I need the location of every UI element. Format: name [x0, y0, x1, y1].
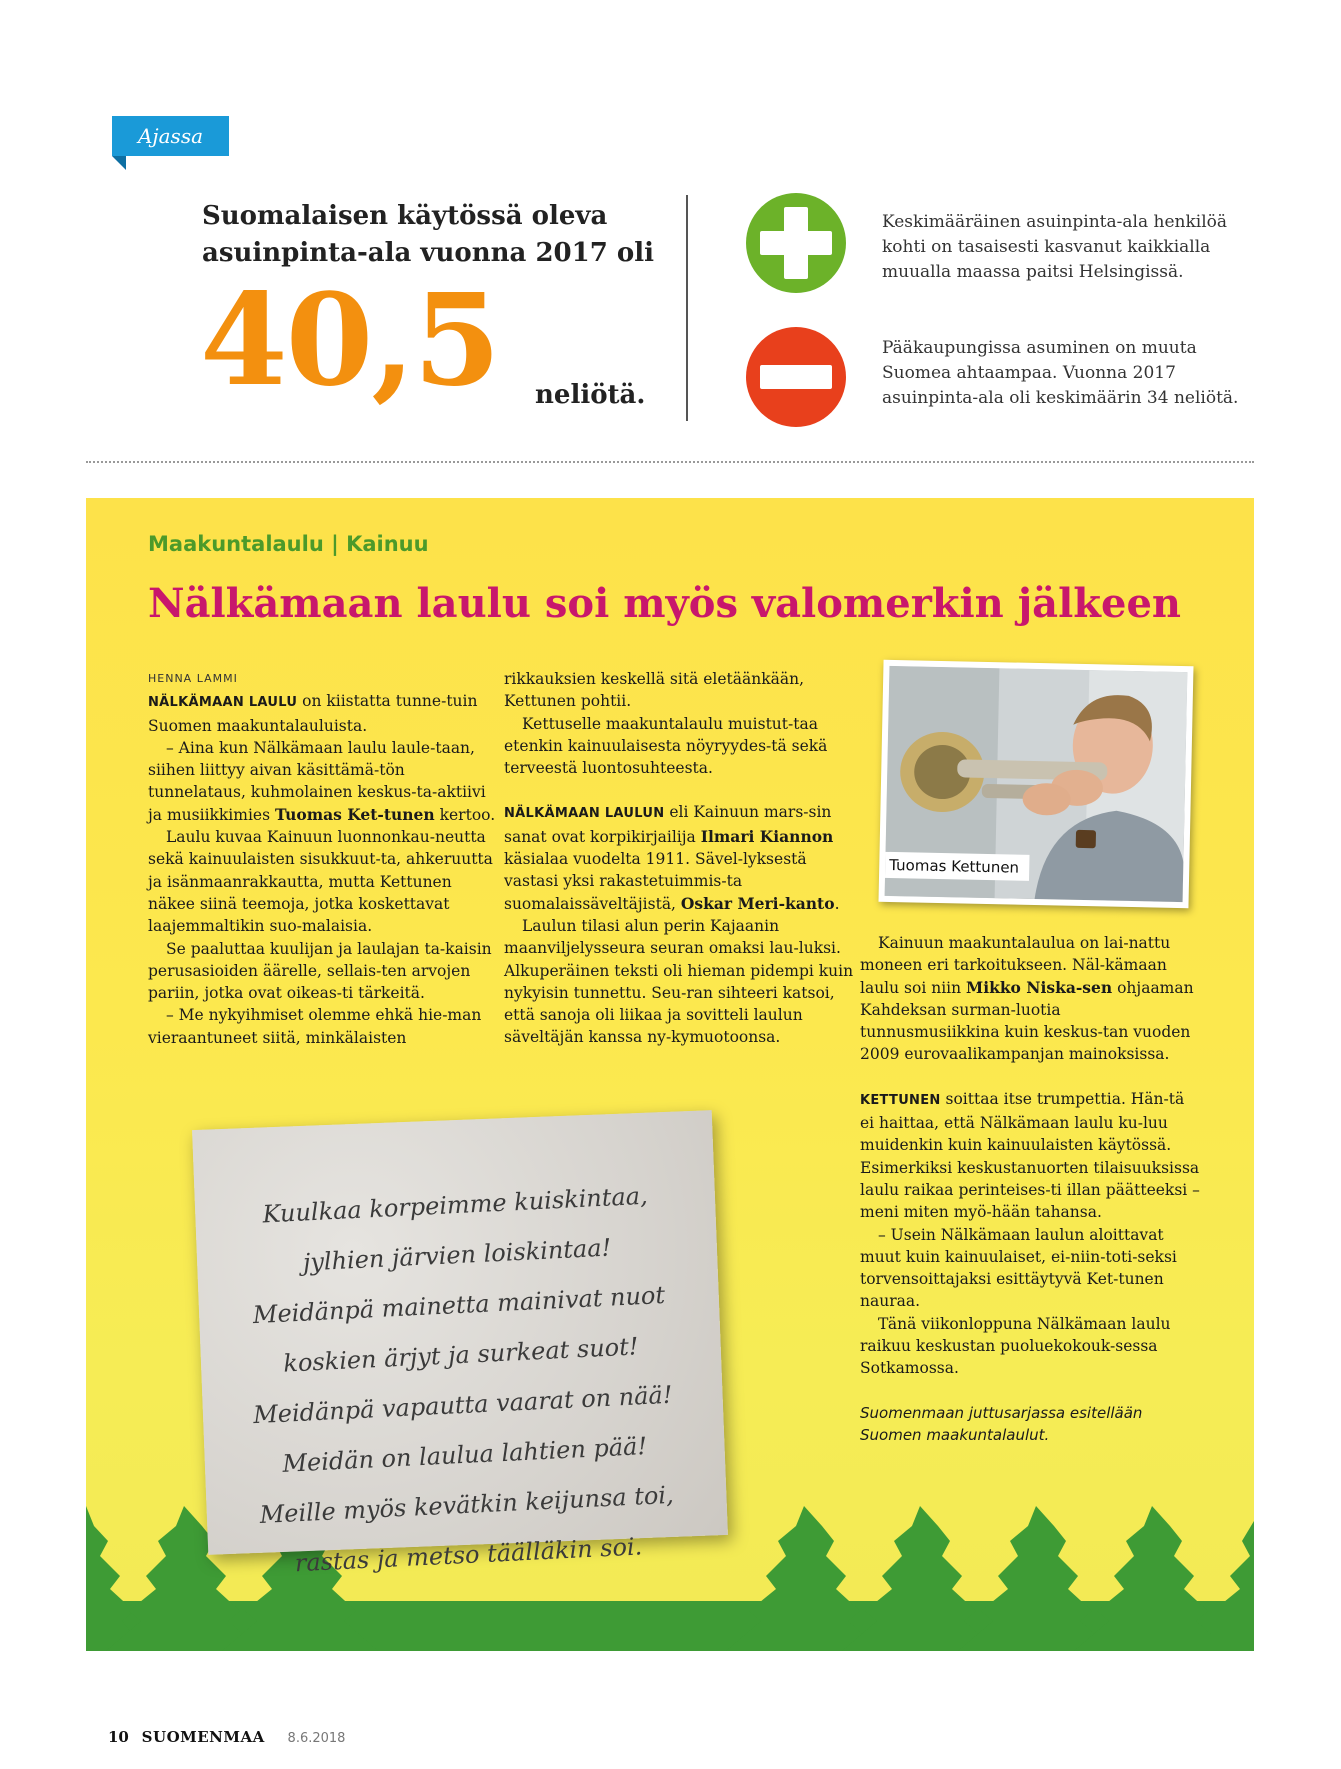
paragraph: Kettuselle maakuntalaulu muistut-taa etenkin kainuulaisesta nöyryydes-tä sekä terveestä luontosuhteesta.: [504, 714, 828, 778]
stat-unit: neliötä.: [535, 380, 646, 410]
photo-frame: [878, 660, 1193, 908]
stat-divider: [686, 195, 688, 421]
poem-line: Kuulkaa korpeimme kuiskintaa,: [261, 1181, 649, 1229]
lead-caps: NÄLKÄMAAN LAULUN: [504, 806, 665, 822]
poem-line: Meidän on laulua lahtien pää!: [281, 1432, 648, 1478]
poem-line: Meille myös kevätkin keijunsa toi,: [259, 1480, 675, 1529]
paragraph: [860, 1088, 1200, 1224]
photo-caption: Tuomas Kettunen: [885, 852, 1030, 881]
person-name: Tuomas Ket-tunen: [274, 804, 435, 824]
paragraph: rikkauksien keskellä sitä eletäänkään, Kettunen pohtii.: [504, 670, 805, 711]
page-number: 10: [108, 1728, 129, 1746]
paragraph: [148, 690, 498, 737]
poem-line: Meidänpä vapautta vaarat on nää!: [252, 1380, 674, 1430]
poem-line: Meidänpä mainetta mainivat nuot: [252, 1280, 666, 1330]
paragraph-text: ohjaaman Kahdeksan surman-luotia tunnusmusiikkina kuin keskus-tan vuoden 2009 eurovaalikampanjan mainoksissa.: [860, 978, 1194, 1064]
plus-fact-text: Keskimääräinen asuinpinta-ala henkilöä kohti on tasaisesti kasvanut kaikkialla muualla maassa paitsi Helsingissä.: [882, 212, 1228, 282]
paragraph-text: soittaa itse trumpettia. Hän-tä ei haittaa, että Nälkämaan laulu ku-luu muidenkin kuin kainuulaisten käytössä. Esimerkiksi keskustanuorten tilaisuuksissa laulu raikaa perinteises-ti illan päätteeksi – meni miten myö-hään tahansa.: [860, 1089, 1200, 1222]
person-name: Ilmari Kiannon: [700, 826, 834, 846]
plus-icon: [746, 193, 846, 293]
paragraph-text: – Aina kun Nälkämaan laulu laule-taan, siihen liittyy aivan käsittämä-tön tunnelataus, kuhmolainen keskus-ta-aktiivi ja musiikkimies: [148, 738, 486, 824]
article-column-3: [860, 932, 1200, 1446]
byline: HENNA LAMMI: [148, 672, 238, 685]
minus-icon: [746, 327, 846, 427]
paragraph-text: kertoo.: [434, 805, 496, 824]
paragraph: [148, 737, 498, 826]
minus-fact-text: Pääkaupungissa asuminen on muuta Suomea ahtaampaa. Vuonna 2017 asuinpinta-ala oli keskimäärin 34 neliötä.: [882, 338, 1239, 408]
paragraph: Laulu kuvaa Kainuun luonnonkau-neutta sekä kainuulaisten sisukkuut-ta, ahkeruutta ja isänmaanrakkautta, mutta Kettunen näkee siinä teemoja, jotka koskettavat laajemmaltikin suo-malaisia.: [148, 828, 493, 936]
poem-line: rastas ja metso täälläkin soi.: [294, 1532, 643, 1578]
publication-name: SUOMENMAA: [141, 1728, 265, 1746]
stat-number: 40,5: [200, 266, 499, 414]
paragraph: Se paaluttaa kuulijan ja laulajan ta-kaisin perusasioiden äärelle, sellais-ten arvojen pariin, jotka ovat oikeas-ti tärkeitä.: [148, 939, 492, 1003]
article-column-1: [148, 668, 498, 1049]
paragraph-text: eli Kainuun mars-sin sanat ovat korpikirjailija: [504, 803, 832, 846]
series-note: Suomenmaan juttusarjassa esitellään Suomen maakuntalaulut.: [860, 1403, 1143, 1444]
trumpeter-photo: [885, 666, 1188, 902]
poem-lyrics: [194, 1170, 729, 1590]
section-tag-label: Ajassa: [137, 124, 204, 148]
paragraph-text: .: [834, 894, 840, 913]
article-panel: [86, 498, 1254, 1651]
stat-heading: Suomalaisen käytössä oleva asuinpinta-ala vuonna 2017 oli: [202, 201, 654, 268]
paragraph: Laulun tilasi alun perin Kajaanin maanviljelysseura seuran omaksi lau-luksi. Alkuperäinen teksti oli hieman pidempi kuin nykyisin tunnettu. Seu-ran sihteeri katsoi, että sanoja oli liikaa ja sovitteli laulun säveltäjän kanssa ny-kymuotoonsa.: [504, 916, 854, 1047]
issue-date: 8.6.2018: [287, 1731, 346, 1746]
paragraph: Tänä viikonloppuna Nälkämaan laulu raikuu keskustan puoluekokouk-sessa Sotkamossa.: [860, 1314, 1171, 1378]
paragraph-text: käsialaa vuodelta 1911. Sävel-lyksestä vastasi yksi rakastetuimmis-ta suomalaissäveltäjistä,: [504, 850, 807, 913]
poem-line: koskien ärjyt ja surkeat suot!: [282, 1332, 640, 1378]
section-tag: [112, 116, 229, 156]
paragraph: [504, 801, 864, 914]
article-kicker: Maakuntalaulu | Kainuu: [148, 532, 429, 556]
paragraph: – Usein Nälkämaan laulun aloittavat muut kuin kainuulaiset, ei-niin-toti-seksi torvensoittajaksi esittäytyvä Ket-tunen nauraa.: [860, 1225, 1177, 1311]
paragraph-text: on kiistatta tunne-tuin Suomen maakuntalauluista.: [148, 692, 478, 735]
dotted-divider: [86, 461, 1254, 463]
lead-caps: NÄLKÄMAAN LAULU: [148, 695, 298, 711]
page-footer: [108, 1728, 345, 1746]
lead-caps: KETTUNEN: [860, 1092, 941, 1108]
poem-line: jylhien järvien loiskintaa!: [302, 1233, 612, 1277]
paragraph: – Me nykyihmiset olemme ehkä hie-man vieraantuneet siitä, minkälaisten: [148, 1006, 482, 1047]
section-tag-fold: [112, 156, 126, 170]
person-name: Oskar Meri-kanto: [680, 893, 835, 913]
article-headline: Nälkämaan laulu soi myös valomerkin jälkeen: [148, 580, 1181, 627]
paragraph: [860, 932, 1200, 1066]
paragraph-text: Kainuun maakuntalaulua on lai-nattu moneen eri tarkoitukseen. Näl-kämaan laulu soi niin: [860, 934, 1171, 997]
poem-card: [192, 1110, 728, 1578]
person-name: Mikko Niska-sen: [966, 977, 1113, 997]
article-column-2: [504, 668, 864, 1049]
